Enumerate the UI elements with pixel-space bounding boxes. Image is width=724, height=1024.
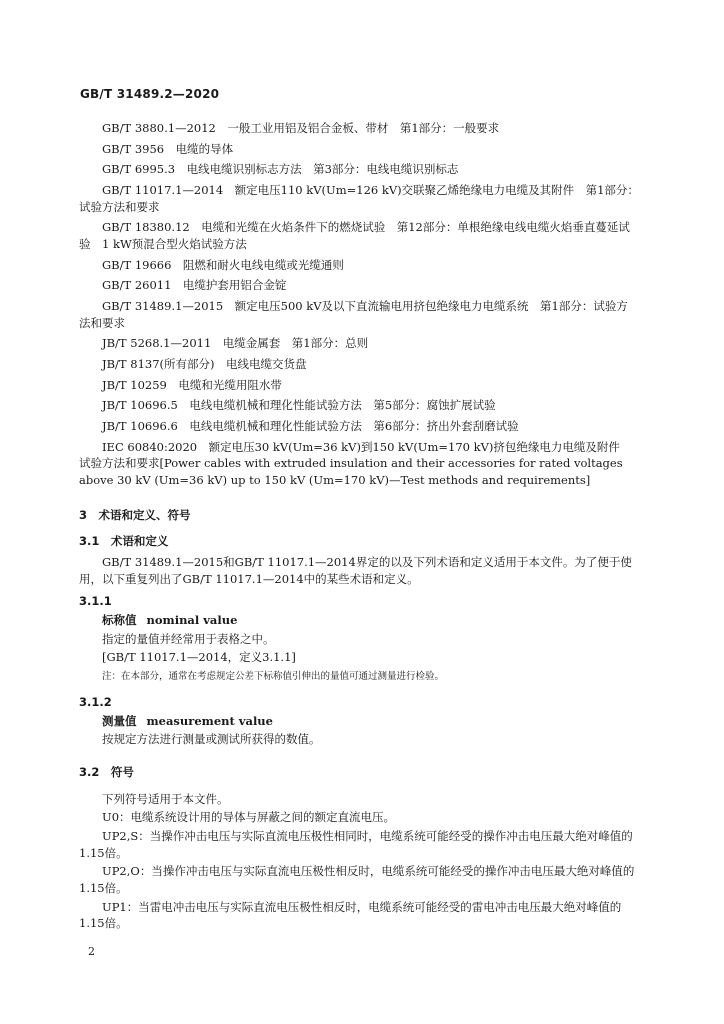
reference-item: GB/T 6995.3 电线电缆识别标志方法 第3部分：电线电缆识别标志: [102, 162, 459, 177]
standard-number-header: GB/T 31489.2—2020: [80, 87, 220, 101]
section-3-2-heading: 3.2 符号: [79, 764, 134, 779]
reference-item: GB/T 18380.12 电缆和光缆在火焰条件下的燃烧试验 第12部分：单根绝缘电线电缆火焰垂直蔓延试验 1 kW预混合型火焰试验方法: [79, 220, 630, 252]
reference-item: GB/T 11017.1—2014 额定电压110 kV(Um=126 kV)交联聚乙烯绝缘电力电缆及其附件 第1部分：试验方法和要求: [79, 183, 639, 214]
normative-references-list: [79, 120, 639, 489]
term-number: 3.1.2: [79, 694, 112, 709]
page-number: 2: [88, 945, 95, 958]
symbols-list: [79, 791, 639, 932]
term-chinese: 标称值: [102, 613, 137, 628]
reference-item: GB/T 19666 阻燃和耐火电线电缆或光缆通则: [102, 257, 344, 272]
symbol-item: UP2,O：当操作冲击电压与实际直流电压极性相反时，电缆系统可能经受的操作冲击电压最大绝对峰值的1.15倍。: [79, 864, 635, 895]
reference-item: JB/T 5268.1—2011 电缆金属套 第1部分：总则: [102, 336, 369, 351]
term-english: nominal value: [146, 613, 238, 628]
symbols-intro: 下列符号适用于本文件。: [102, 791, 229, 806]
term-title: [79, 612, 639, 629]
symbol-item: UP1：当雷电冲击电压与实际直流电压极性相反时，电缆系统可能经受的雷电冲击电压最大绝对峰值的1.15倍。: [79, 899, 622, 931]
term-definition: 指定的量值并经常用于表格之中。: [102, 631, 275, 646]
reference-item: JB/T 8137(所有部分) 电线电缆交货盘: [102, 357, 307, 372]
reference-item: GB/T 3956 电缆的导体: [102, 141, 234, 156]
reference-item: JB/T 10696.6 电线电缆机械和理化性能试验方法 第6部分：挤出外套刮磨试验: [102, 419, 519, 434]
reference-item: GB/T 3880.1—2012 一般工业用铝及铝合金板、带材 第1部分：一般要求: [102, 121, 500, 135]
section-3-1-intro: GB/T 31489.1—2015和GB/T 11017.1—2014界定的以及下列术语和定义适用于本文件。为了便于使用，以下重复列出了GB/T 11017.1—2014中的某些术语和定义。: [79, 555, 632, 586]
page-content: [79, 120, 639, 934]
reference-item: JB/T 10259 电缆和光缆用阻水带: [102, 377, 282, 392]
reference-item: GB/T 26011 电缆护套用铝合金锭: [102, 278, 287, 293]
term-title: [79, 713, 639, 730]
section-3-heading: 3 术语和定义、符号: [79, 507, 191, 522]
reference-item: IEC 60840:2020 额定电压30 kV(Um=36 kV)到150 kV(Um=170 kV)挤包绝缘电力电缆及附件 试验方法和要求[Power cables with extruded insulation and their accessories for rated voltages above 30 kV (Um=36 kV) up to 150 kV (Um=170 kV)—Test methods and requirements]: [79, 439, 632, 488]
section-3-1-heading: 3.1 术语和定义: [79, 534, 169, 549]
term-english: measurement value: [146, 713, 273, 728]
term-note: 注：在本部分，通常在考虑规定公差下标称值引伸出的量值可通过测量进行检验。: [102, 671, 445, 683]
reference-item: GB/T 31489.1—2015 额定电压500 kV及以下直流输电用挤包绝缘电力电缆系统 第1部分：试验方法和要求: [79, 299, 628, 330]
symbol-item: UP2,S：当操作冲击电压与实际直流电压极性相同时，电缆系统可能经受的操作冲击电压最大绝对峰值的1.15倍。: [79, 828, 633, 860]
term-definition: 按规定方法进行测量或测试所获得的数值。: [102, 732, 321, 747]
term-number: 3.1.1: [79, 594, 112, 609]
symbol-item: U0：电缆系统设计用的导体与屏蔽之间的额定直流电压。: [102, 810, 396, 825]
term-source: [GB/T 11017.1—2014，定义3.1.1]: [102, 650, 296, 665]
reference-item: JB/T 10696.5 电线电缆机械和理化性能试验方法 第5部分：腐蚀扩展试验: [102, 398, 496, 413]
term-chinese: 测量值: [102, 713, 137, 728]
